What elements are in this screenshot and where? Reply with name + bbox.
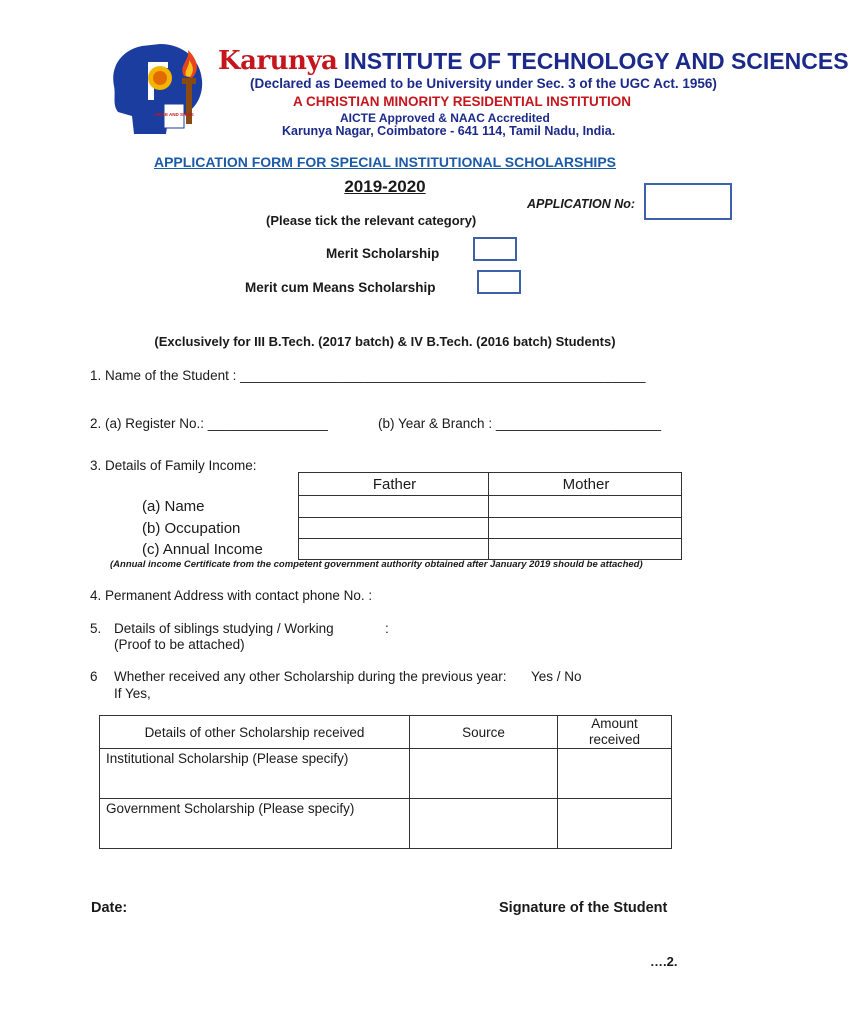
- merit-scholarship-checkbox[interactable]: [473, 237, 517, 261]
- year-branch-field[interactable]: (b) Year & Branch : ______________________: [378, 416, 661, 431]
- institute-logo: [108, 42, 214, 138]
- approval-line: AICTE Approved & NAAC Accredited: [340, 111, 550, 125]
- yes-no-option[interactable]: Yes / No: [531, 669, 582, 684]
- other-scholarship-number: 6: [90, 669, 98, 684]
- father-name-cell[interactable]: [299, 496, 489, 518]
- father-income-cell[interactable]: [299, 539, 489, 560]
- declared-line: (Declared as Deemed to be University under Sec. 3 of the UGC Act. 1956): [250, 76, 717, 91]
- amount-column-header: Amount received: [558, 716, 672, 749]
- date-label: Date:: [91, 900, 128, 916]
- form-title: APPLICATION FORM FOR SPECIAL INSTITUTIONAL SCHOLARSHIPS: [153, 154, 616, 170]
- mother-income-cell[interactable]: [489, 539, 682, 560]
- details-column-header: Details of other Scholarship received: [100, 716, 410, 749]
- siblings-number: 5.: [90, 621, 102, 636]
- tick-instruction: (Please tick the relevant category): [266, 213, 477, 228]
- family-table-corner: [114, 473, 299, 496]
- family-income-heading: 3. Details of Family Income:: [90, 458, 257, 473]
- application-no-label: APPLICATION No:: [527, 197, 636, 211]
- address-line: Karunya Nagar, Coimbatore - 641 114, Tamil Nadu, India.: [282, 124, 616, 138]
- merit-cum-means-label: Merit cum Means Scholarship: [245, 280, 436, 295]
- institute-title: INSTITUTE OF TECHNOLOGY AND SCIENCES: [343, 48, 849, 74]
- income-certificate-note: (Annual income Certificate from the competent government authority obtained after January 2019 should be attached): [110, 559, 643, 570]
- family-row-name: (a) Name: [114, 496, 299, 518]
- brand-name: Karunya: [218, 46, 338, 76]
- siblings-label: Details of siblings studying / Working: [114, 621, 334, 636]
- family-row-occupation: (b) Occupation: [114, 518, 299, 539]
- form-year: 2019-2020: [344, 177, 426, 196]
- institutional-source-cell[interactable]: [410, 749, 558, 799]
- siblings-proof-note: (Proof to be attached): [114, 637, 245, 652]
- student-name-field[interactable]: 1. Name of the Student : ______________________________________________________: [90, 368, 646, 383]
- other-scholarship-question: Whether received any other Scholarship during the previous year:: [114, 669, 507, 684]
- government-scholarship-row: Government Scholarship (Please specify): [100, 799, 410, 849]
- father-occupation-cell[interactable]: [299, 518, 489, 539]
- merit-scholarship-label: Merit Scholarship: [326, 246, 440, 261]
- institute-name: [218, 46, 849, 76]
- mother-name-cell[interactable]: [489, 496, 682, 518]
- logo-text: ARISE AND SHINE: [154, 112, 194, 117]
- minority-line: A CHRISTIAN MINORITY RESIDENTIAL INSTITUTION: [293, 94, 632, 109]
- family-income-table: [114, 472, 682, 560]
- application-no-field[interactable]: [644, 183, 732, 220]
- merit-cum-means-checkbox[interactable]: [477, 270, 521, 294]
- mother-column-header: Mother: [489, 473, 682, 496]
- register-no-field[interactable]: 2. (a) Register No.: ________________: [90, 416, 328, 431]
- other-scholarship-table: [99, 715, 672, 849]
- source-column-header: Source: [410, 716, 558, 749]
- mother-occupation-cell[interactable]: [489, 518, 682, 539]
- father-column-header: Father: [299, 473, 489, 496]
- eligibility-note: (Exclusively for III B.Tech. (2017 batch) & IV B.Tech. (2016 batch) Students): [154, 334, 616, 349]
- permanent-address-field[interactable]: 4. Permanent Address with contact phone No. :: [90, 588, 373, 603]
- siblings-colon: :: [385, 621, 389, 636]
- page-marker: ….2.: [650, 954, 678, 969]
- government-source-cell[interactable]: [410, 799, 558, 849]
- if-yes-label: If Yes,: [114, 686, 151, 701]
- institutional-amount-cell[interactable]: [558, 749, 672, 799]
- government-amount-cell[interactable]: [558, 799, 672, 849]
- signature-label: Signature of the Student: [499, 900, 668, 916]
- family-row-income: (c) Annual Income: [114, 539, 299, 560]
- institutional-scholarship-row: Institutional Scholarship (Please specify): [100, 749, 410, 799]
